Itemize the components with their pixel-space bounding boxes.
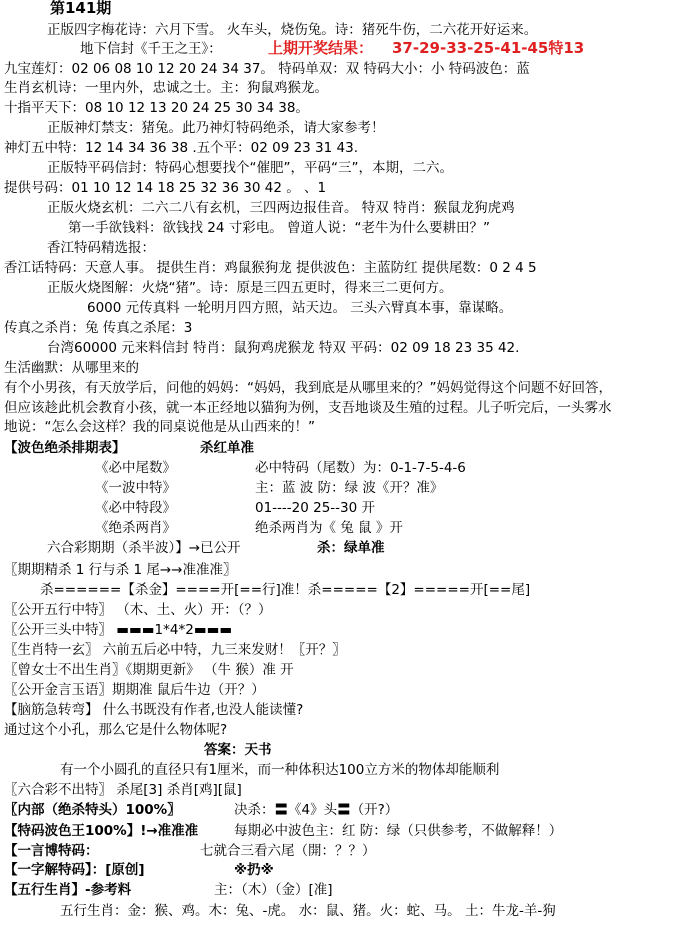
section-heading: 【特码波色王100%】!→准准准 xyxy=(4,823,199,839)
text-line: 〖公开五行中特〗 （木、土、火）开：（？） xyxy=(4,602,272,618)
text-line: 决杀：〓《4》头〓（开?） xyxy=(234,802,399,818)
text-line: 神灯五中特：12 14 34 36 38 .五个平：02 09 23 31 43. xyxy=(4,140,358,156)
text-line: 正版特平码信封：特码心想要找个“催肥”，平码“三”，本期，二六。 xyxy=(47,160,453,176)
text-line: 生肖玄机诗：一里内外，忠诚之士。主：狗鼠鸡猴龙。 xyxy=(4,80,328,96)
section-heading: 杀：绿单准 xyxy=(317,540,385,556)
text-line: 01----20 25--30 开 xyxy=(255,500,376,516)
text-line: 地下信封《千王之王》： xyxy=(80,41,222,57)
text-line: 九宝莲灯：02 06 08 10 12 20 24 34 37。 特码单双：双 特码大小：小 特码波色：蓝 xyxy=(4,61,530,77)
text-line: 地说：“怎么会这样？我的同桌说他是从山西来的！” xyxy=(4,419,315,435)
text-line: 七就合三看六尾（開：？？） xyxy=(200,843,376,859)
text-line: 〖曾女士不出生肖〗《期期更新》 （牛 猴）准 开 xyxy=(4,662,294,678)
text-line: 6000 元传真料 一轮明月四方照，站天边。 三头六臂真本事，靠谋略。 xyxy=(87,300,513,316)
answer-line: 答案：天书 xyxy=(204,742,272,758)
text-line: 杀======【杀金】====开[==行]准！杀=====【2】=====开[==尾] xyxy=(40,582,531,598)
last-result-value: 37-29-33-25-41-45特13 xyxy=(392,39,585,57)
section-heading: 【五行生肖】-参考料 xyxy=(4,882,132,898)
text-line: 但应该趁此机会教育小孩，就一本正经地以猫狗为例，支吾地谈及生殖的过程。儿子听完后，一头雾水 xyxy=(4,400,612,416)
section-heading: 【波色绝杀排期表】 xyxy=(4,440,126,456)
text-line: 《一波中特》 xyxy=(95,480,176,496)
text-line: 主：蓝 波 防：绿 波《开？准》 xyxy=(255,480,444,496)
text-line: ※扔※ xyxy=(234,862,274,878)
text-line: 台湾60000 元来料信封 特肖：鼠狗鸡虎猴龙 特双 平码：02 09 18 23 35 42. xyxy=(47,340,520,356)
text-line: 主：（木）（金）[准] xyxy=(214,882,333,898)
text-line: 〖六合彩不出特〗 杀尾[3] 杀肖[鸡][鼠] xyxy=(4,782,242,798)
text-line: 六合彩期期（杀半波）】→已公开 xyxy=(47,540,241,556)
text-line: 十指平天下：08 10 12 13 20 24 25 30 34 38。 xyxy=(4,100,309,116)
text-line: 《必中尾数》 xyxy=(95,460,176,476)
section-heading: 【一言博特码： xyxy=(4,843,99,859)
text-line: 绝杀两肖为《 兔 鼠 》开 xyxy=(255,520,403,536)
last-result-label: 上期开奖结果： xyxy=(268,39,374,57)
text-line: 有一个小圆孔的直径只有1厘米，而一种体积达100立方米的物体却能顺利 xyxy=(60,762,500,778)
text-line: 每期必中波色主：红 防：绿（只供参考，不做解释！） xyxy=(234,823,563,839)
text-line: 正版火烧玄机：二六二八有玄机，三四两边报佳音。 特双 特肖：猴鼠龙狗虎鸡 xyxy=(47,200,515,216)
text-line: 【脑筋急转弯】 什么书既没有作者,也没人能读懂? xyxy=(4,702,304,718)
text-line: 必中特码（尾数）为：0-1-7-5-4-6 xyxy=(255,460,466,476)
section-heading: 杀红单准 xyxy=(200,440,254,456)
text-line: 〖公开三头中特〗 ▬▬▬1*4*2▬▬▬ xyxy=(4,622,233,638)
text-line: 第一手欲钱料：欲钱找 24 寸彩电。 曾道人说：“老牛为什么要耕田？” xyxy=(68,220,491,236)
text-line: 〖生肖特一玄〗 六前五后必中特，九三来发财！〖开？〗 xyxy=(4,642,346,658)
text-line: 《必中特段》 xyxy=(95,500,176,516)
text-line: 正版火烧图解：火烧“猪”。诗：原是三四五更时，得来三二更何方。 xyxy=(47,280,453,296)
text-line: 香江特码精选报： xyxy=(47,240,155,256)
text-line: 《绝杀两肖》 xyxy=(95,520,176,536)
section-heading: 〖内部（绝杀特头）100%〗 xyxy=(4,802,181,818)
text-line: 香江话特码：天意人事。 提供生肖：鸡鼠猴狗龙 提供波色：主蓝防红 提供尾数：0 2 4 5 xyxy=(4,260,537,276)
text-line: 正版神灯禁支：猪兔。此乃神灯特码绝杀，请大家参考！ xyxy=(47,120,385,136)
text-line: 传真之杀肖：兔 传真之杀尾：3 xyxy=(4,320,193,336)
text-line: 五行生肖：金：猴、鸡。木：兔、-虎。 水：鼠、猪。火：蛇、马。 土：牛龙-羊-狗 xyxy=(60,903,556,919)
text-line: 有个小男孩，有天放学后，问他的妈妈：“妈妈，我到底是从哪里来的？”妈妈觉得这个问题不好回答， xyxy=(4,380,612,396)
issue-number: 第141期 xyxy=(50,0,112,17)
text-line: 正版四字梅花诗：六月下雪。 火车头，烧伤兔。诗：猪死牛伤，二六花开好运来。 xyxy=(47,22,538,38)
text-line: 通过这个小孔，那么它是什么物体呢? xyxy=(4,722,228,738)
text-line: 生活幽默：从哪里来的 xyxy=(4,360,139,376)
text-line: 提供号码：01 10 12 14 18 25 32 36 30 42 。 、1 xyxy=(4,180,327,196)
text-line: 〖期期精杀 1 行与杀 1 尾→→准准准〗 xyxy=(4,562,237,578)
text-line: 〖公开金言玉语〗期期准 鼠后牛边（开？） xyxy=(4,682,265,698)
section-heading: 【一字解特码】：[原创] xyxy=(4,862,145,878)
